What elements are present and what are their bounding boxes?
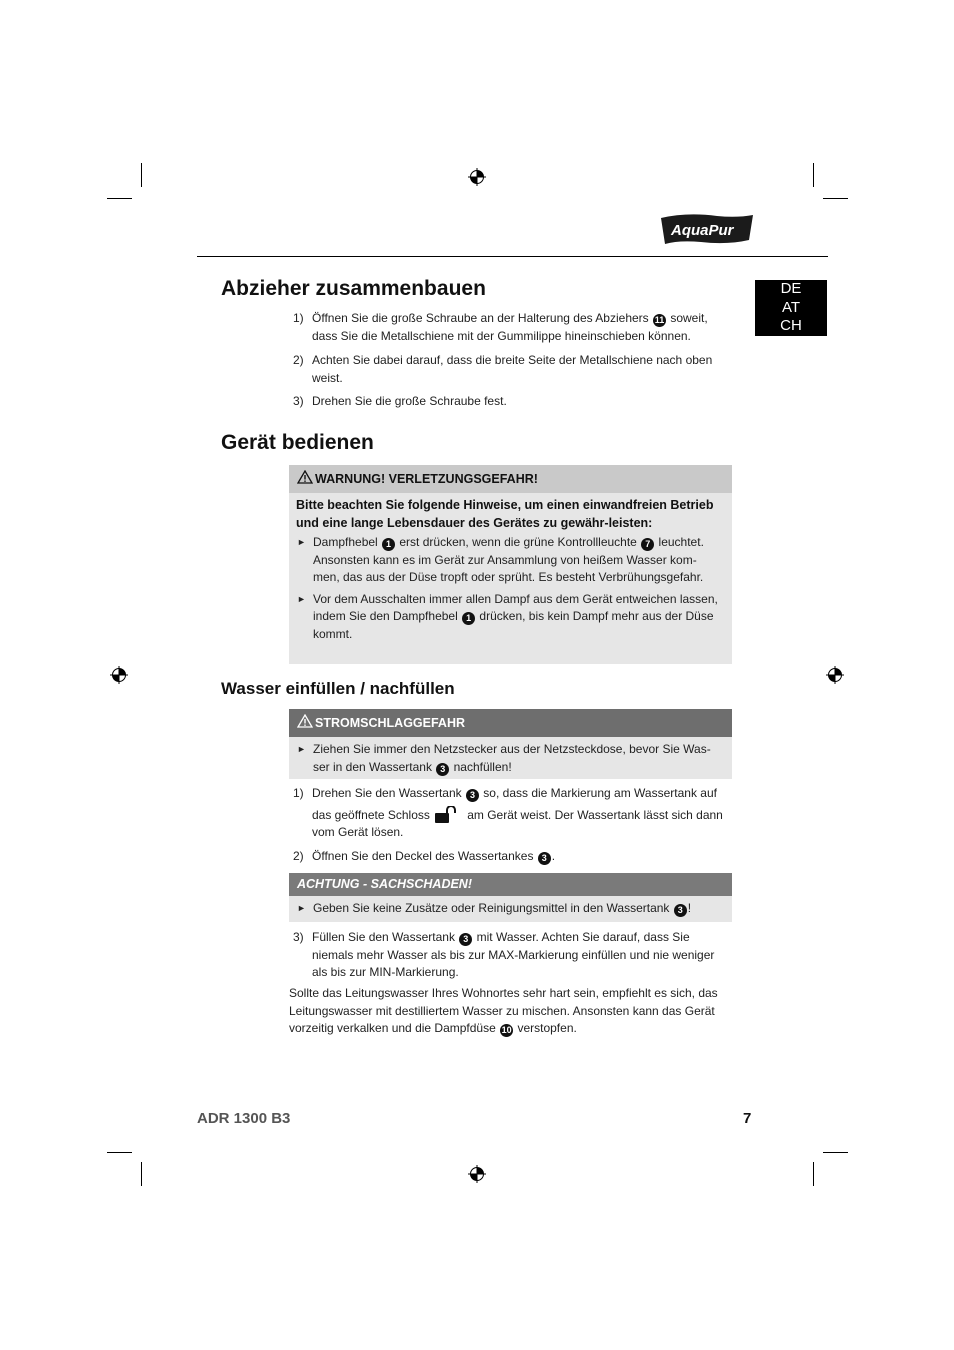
registration-mark-icon [468,168,486,186]
crop-mark [813,163,814,187]
ref-badge: 3 [436,763,449,776]
hard-water-paragraph: Sollte das Leitungswasser Ihres Wohnortes sehr hart sein, empfiehlt es sich, das Leitungswasser mit destilliertem Wasser zu mischen. Ansonsten kann das Gerät vorzeitig verkalken und die Dampfdüse 10 verstopfen. [289,986,718,1035]
logo-text: AquaPur [671,222,734,239]
lang-de: DE [780,280,802,297]
ref-badge: 1 [382,538,395,551]
step-1: 1) Öffnen Sie die große Schraube an der Halterung des Abziehers 11 soweit, dass Sie die Metallschiene mit der Gummilippe hineinschieben können. [293,311,708,343]
crop-mark [141,163,142,187]
shock-warning-box [289,709,732,779]
header-rule [197,256,828,257]
fill-step-2: 2) Öffnen Sie den Deckel des Wassertankes 3 . [293,849,556,863]
section-title-geraet-bedienen: Gerät bedienen [221,431,374,454]
ref-badge: 10 [501,1025,512,1035]
ref-badge: 1 [462,612,475,625]
warning-header: WARNUNG! VERLETZUNGSGEFAHR! [289,465,732,493]
page-number: 7 [743,1110,752,1127]
ref-badge: 3 [538,852,551,865]
warning-bullet-1: ► Dampfhebel 1 erst drücken, wenn die grüne Kontrollleuchte 7 leuchtet. Ansonsten kann es im Gerät zur Ansammlung von heißem Wasser kom-men, das aus der Düse tropft oder sprüht. Es besteht Verbrühungsgefahr. [297,535,704,584]
arrow-icon: ► [297,744,306,754]
warning-box [289,465,732,664]
crop-mark [141,1162,142,1186]
lang-ch: CH [780,317,802,334]
section-title-abzieher: Abzieher zusammenbauen [221,277,486,300]
open-lock-icon [434,806,460,824]
language-tabs [755,280,827,336]
ref-badge: 3 [459,933,472,946]
ref-badge: 3 [674,904,687,917]
caution-bullet-1: ► Geben Sie keine Zusätze oder Reinigungsmittel in den Wassertank 3 ! [289,900,732,918]
fill-step-3: 3) Füllen Sie den Wassertank 3 mit Wasser. Achten Sie darauf, dass Sie niemals mehr Wasser als bis zur MAX-Markierung einfüllen und nie weniger als bis zur MIN-Markierung. [293,930,715,979]
step-2: 2) Achten Sie dabei darauf, dass die breite Seite der Metallschiene nach oben weist. [293,353,713,385]
registration-mark-icon [468,1165,486,1183]
caution-header: ACHTUNG - SACHSCHADEN! [289,873,732,896]
warning-triangle-icon [297,714,313,728]
model-number: ADR 1300 B3 [197,1110,291,1127]
ref-badge: 11 [654,315,665,325]
aquapur-logo [657,212,757,246]
step-3: 3) Drehen Sie die große Schraube fest. [293,394,507,408]
registration-mark-icon [826,666,844,684]
crop-mark [823,1152,848,1153]
caution-box [289,873,732,922]
lang-at: AT [781,298,801,316]
warning-bullet-2: ► Vor dem Ausschalten immer allen Dampf aus dem Gerät entweichen lassen, indem Sie den Dampfhebel 1 drücken, bis kein Dampf mehr aus der Düse kommt. [297,591,718,641]
crop-mark [813,1162,814,1186]
shock-header: STROMSCHLAGGEFAHR [289,709,732,737]
arrow-icon: ► [297,903,306,913]
arrow-icon: ► [297,593,306,604]
crop-mark [107,198,132,199]
section-title-wasser: Wasser einfüllen / nachfüllen [221,679,455,698]
ref-badge: 3 [466,789,479,802]
registration-mark-icon [110,666,128,684]
arrow-icon: ► [297,537,306,547]
crop-mark [823,198,848,199]
crop-mark [107,1152,132,1153]
fill-step-1: 1) Drehen Sie den Wassertank 3 so, dass die Markierung am Wassertank auf das geöffnete Schloss am Gerät weist. Der Wassertank lässt sich dann vom Gerät lösen. [293,786,723,839]
shock-bullet-1: ► Ziehen Sie immer den Netzstecker aus der Netzsteckdose, bevor Sie Was-ser in den Wassertank 3 nachfüllen! [297,742,711,774]
warning-triangle-icon [297,470,313,484]
warning-intro: Bitte beachten Sie folgende Hinweise, um einen einwandfreien Betrieb und eine lange Lebensdauer des Gerätes zu gewähr-leisten: [296,498,714,530]
ref-badge: 7 [641,538,654,551]
